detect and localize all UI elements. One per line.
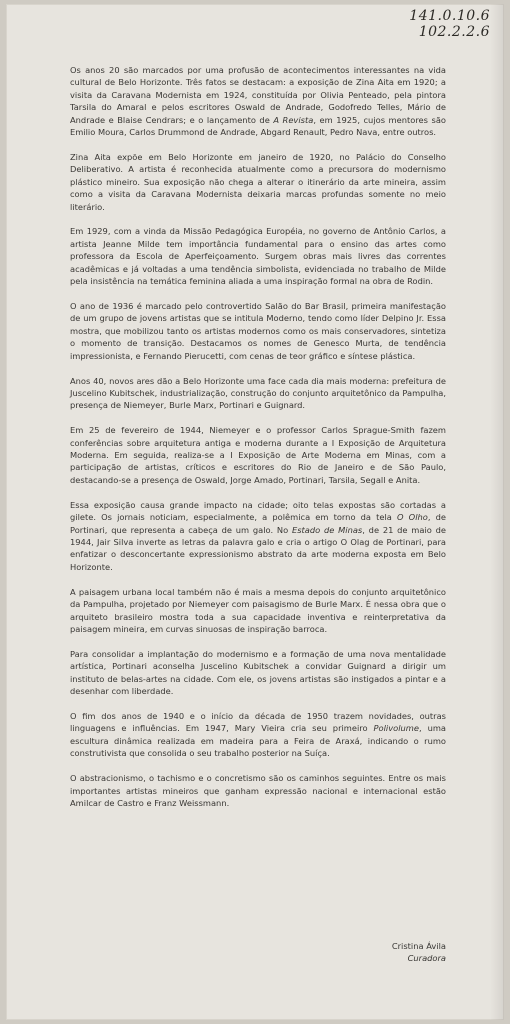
p7-title-o-olho: O Olho xyxy=(397,512,428,523)
essay-body xyxy=(70,64,446,822)
p7-text-b: , de Portinari, que representa a cabeça de um galo. No xyxy=(70,512,446,535)
author-name: Cristina Ávila xyxy=(391,941,446,951)
paragraph-6: Em 25 de fevereiro de 1944, Niemeyer e o professor Carlos Sprague-Smith fazem conferências sobre arquitetura antiga e moderna durante a I Exposição de Arquitetura Moderna. Em seguida, realiza-se a I Exposição de Arte Moderna em Minas, com a participação de artistas, críticos e escritores do Rio de Janeiro e de São Paulo, destacando-se a presença de Oswald, Jorge Amado, Portinari, Tarsila, Segall e Anita. xyxy=(70,425,446,485)
paragraph-7 xyxy=(70,499,446,573)
p1-title-a-revista: A Revista xyxy=(273,114,314,125)
paragraph-5: Anos 40, novos ares dão a Belo Horizonte uma face cada dia mais moderna: prefeitura de Juscelino Kubitschek, industrialização, construção do conjunto arquitetônico da Pampulha, presença de Niemeyer, Burle Marx, Portinari e Guignard. xyxy=(70,375,446,411)
p10-title-polivolume: Polivolume xyxy=(373,723,419,734)
signature-block xyxy=(392,940,446,965)
archive-code-handwritten xyxy=(380,8,490,40)
p7-text-a: Essa exposição causa grande impacto na cidade; oito telas expostas são cortadas a gilete. Os jornais noticiam, especialmente, a polêmica em torno da tela xyxy=(70,499,446,523)
p10-text-b: , uma escultura dinâmica realizada em madeira para a Feira de Araxá, indicando o rumo construtivista que consolida o seu trabalho posterior na Suíça. xyxy=(70,723,446,759)
p1-text-a: Os anos 20 são marcados por uma profusão de acontecimentos interessantes na vida cultural de Belo Horizonte. Três fatos se destacam: a exposição de Zina Aita em 1920; a visita da Caravana Modernista em 1924, constituída por Olivia Penteado, pela pintora Tarsila do Amaral e pelos escritores Oswald de Andrade, Godofredo Telles, Mário de Andrade e Blaise Cendrars; e o lançamento de xyxy=(70,65,446,125)
paragraph-1 xyxy=(70,64,446,138)
paragraph-9: Para consolidar a implantação do modernismo e a formação de uma nova mentalidade artística, Portinari aconselha Juscelino Kubitschek a convidar Guignard a dirigir um instituto de belas-artes na cidade. Com ele, os jovens artistas são instigados a pintar e a desenhar com liberdade. xyxy=(70,648,446,697)
paragraph-4: O ano de 1936 é marcado pelo controvertido Salão do Bar Brasil, primeira manifestação de um grupo de jovens artistas que se intitula Moderno, tendo como líder Delpino Jr. Essa mostra, que mobilizou tanto os artistas modernos como os mais conservadores, sintetiza o momento de transição. Destacamos os nomes de Genesco Murta, de tendência impressionista, e Fernando Pierucetti, com cenas de teor gráfico e síntese plástica. xyxy=(70,301,446,361)
p7-text-c: , de 21 de maio de 1944, Jair Silva inverte as letras da palavra galo e cria o artigo O Olag de Portinari, para enfatizar o desconcertante expressionismo abstrato da arte moderna exposta em Belo Horizonte. xyxy=(70,524,446,572)
author-role: Curadora xyxy=(407,953,446,964)
p10-text-a: O fim dos anos de 1940 e o início da década de 1950 trazem novidades, outras linguagens e influências. Em 1947, Mary Vieira cria seu primeiro xyxy=(70,710,446,734)
paragraph-3: Em 1929, com a vinda da Missão Pedagógica Européia, no governo de Antônio Carlos, a artista Jeanne Milde tem importância fundamental para o ensino das artes como professora da Escola de Aperfeiçoamento. Surgem obras mais livres das correntes acadêmicas e já voltadas a uma tendência simbolista, evidenciada no trabalho de Milde pela insistência na temática feminina aliada a uma inspiração formal na obra de Rodin. xyxy=(70,226,446,287)
archive-code-line-1: 141.0.10.6 xyxy=(409,8,490,24)
paragraph-2: Zina Aita expõe em Belo Horizonte em janeiro de 1920, no Palácio do Conselho Deliberativo. A artista é reconhecida atualmente como a precursora do modernismo plástico mineiro. Sua exposição não chega a alterar o itinerário da arte mineira, assim como a visita da Caravana Modernista deixaria marcas profundas somente no meio literário. xyxy=(70,151,446,212)
paragraph-10 xyxy=(70,710,446,760)
p7-title-estado-de-minas: Estado de Minas xyxy=(291,524,363,535)
p1-text-b: , em 1925, cujos mentores são Emilio Moura, Carlos Drummond de Andrade, Abgard Renault, Pedro Nava, entre outros. xyxy=(70,114,447,138)
paragraph-11: O abstracionismo, o tachismo e o concretismo são os caminhos seguintes. Entre os mais importantes artistas mineiros que ganham expressão nacional e internacional estão Amilcar de Castro e Franz Weissmann. xyxy=(70,773,446,808)
paragraph-8: A paisagem urbana local também não é mais a mesma depois do conjunto arquitetônico da Pampulha, projetado por Niemeyer com paisagismo de Burle Marx. É nessa obra que o arquiteto brasileiro mostra toda a sua capacidade inventiva e reinterpretativa da paisagem mineira, em curvas sinuosas de inspiração barroca. xyxy=(70,586,446,634)
archive-code-line-2: 102.2.2.6 xyxy=(418,24,490,40)
